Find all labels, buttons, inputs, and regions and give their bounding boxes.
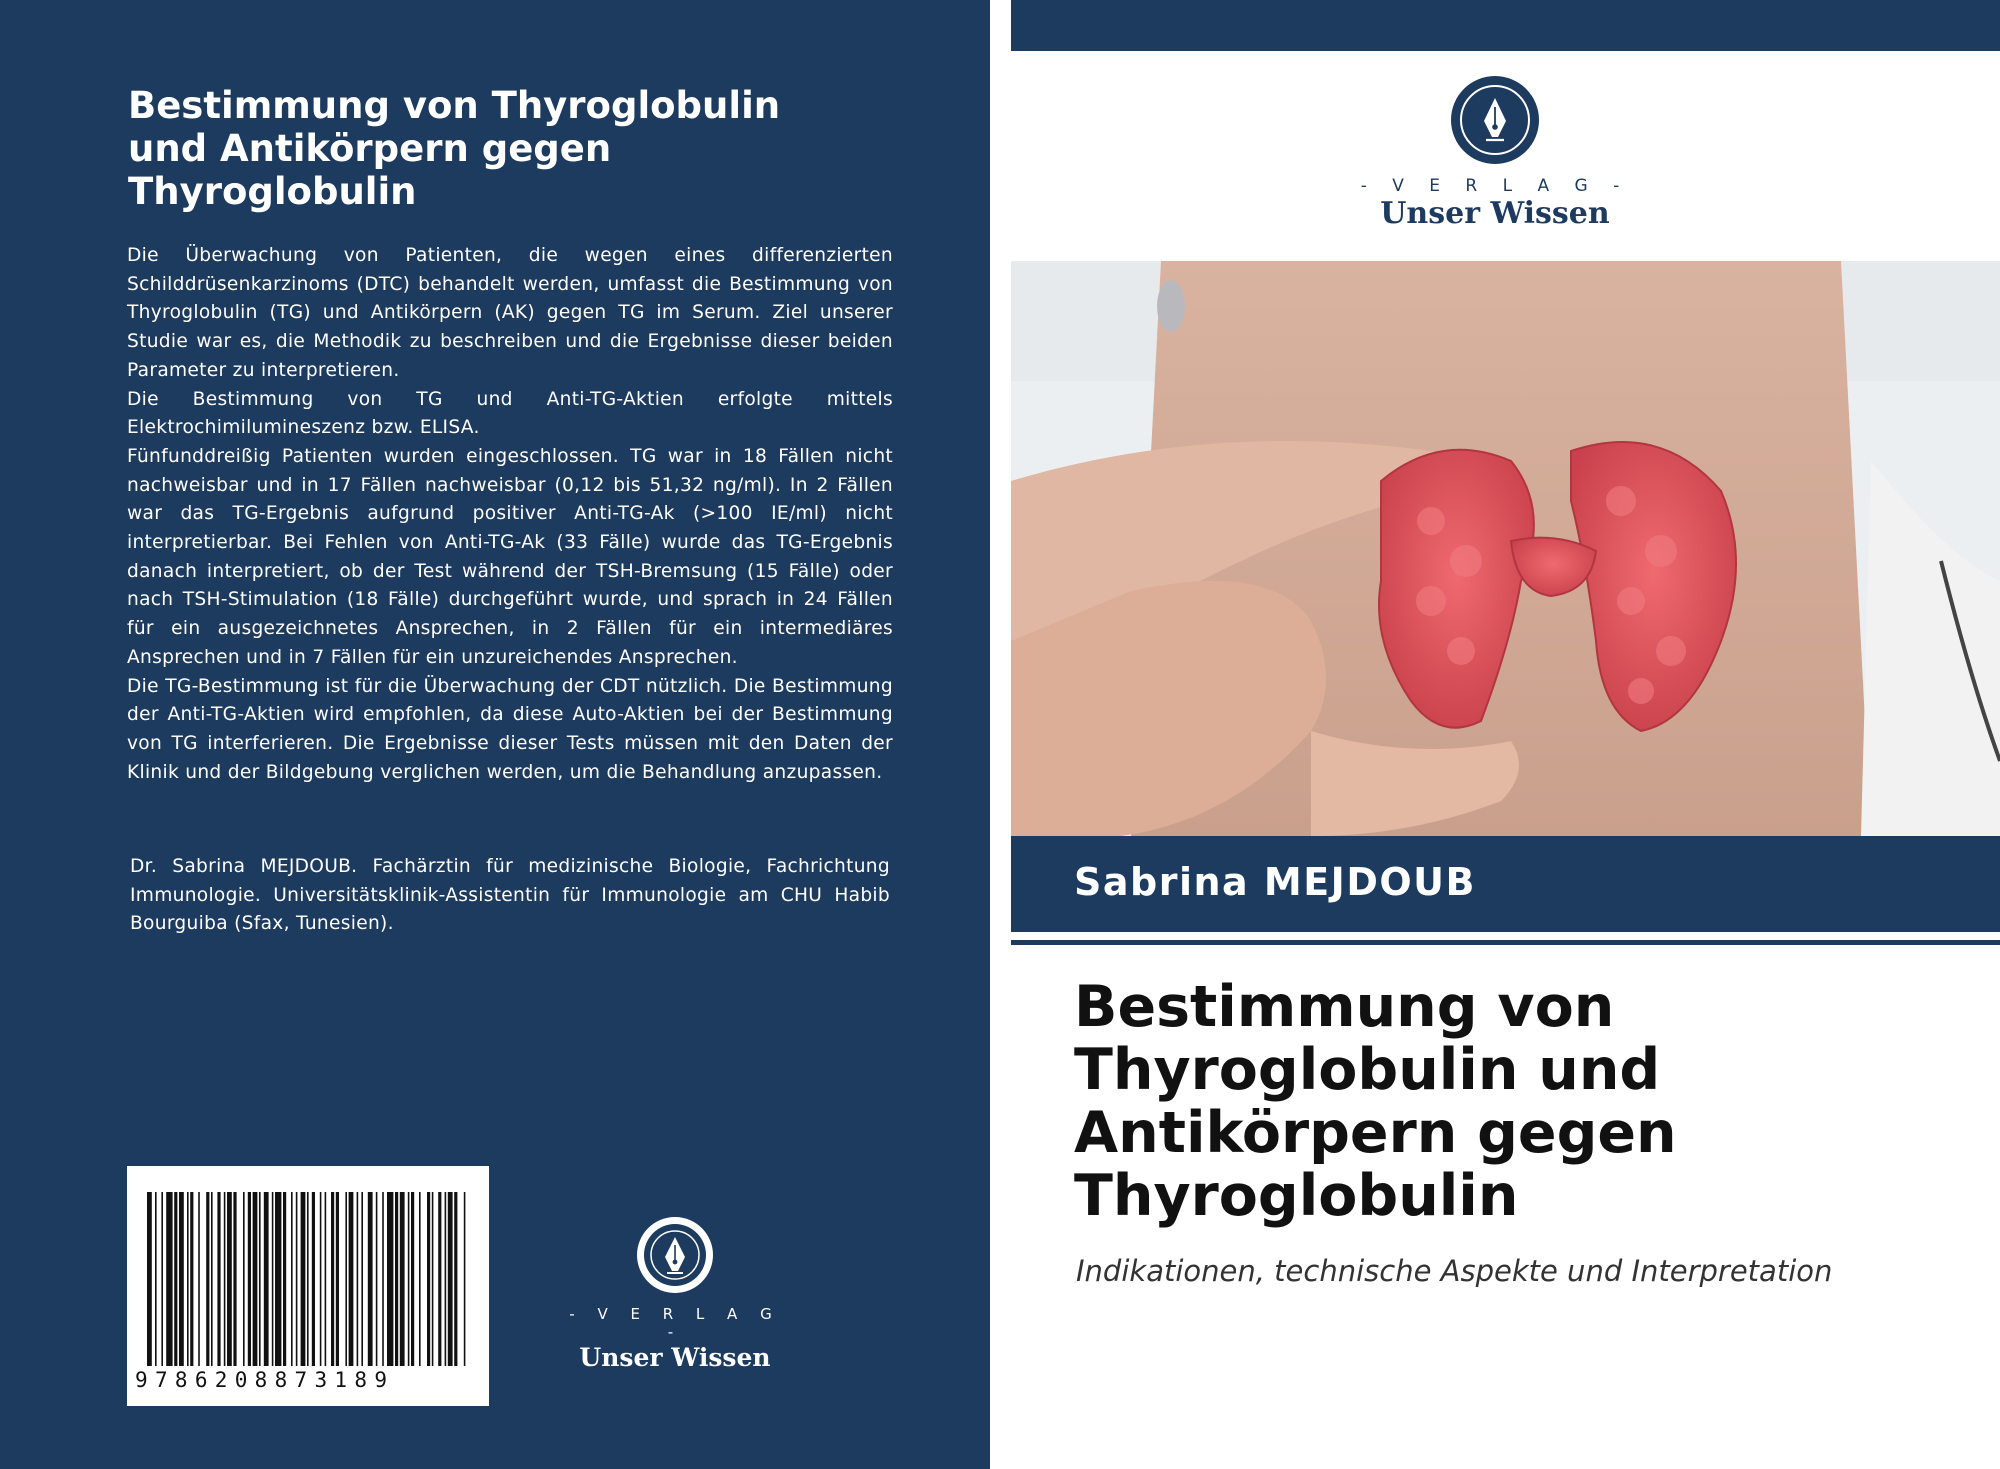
author-name: Sabrina MEJDOUB bbox=[1074, 860, 1476, 904]
barcode-bar bbox=[283, 1192, 286, 1366]
barcode-bar bbox=[395, 1192, 398, 1366]
barcode-bar bbox=[179, 1192, 184, 1366]
publisher-verlag-label: - V E R L A G - bbox=[1360, 176, 1630, 196]
barcode-bar bbox=[264, 1192, 269, 1366]
barcode-bar bbox=[376, 1192, 378, 1366]
isbn-barcode bbox=[127, 1166, 489, 1406]
barcode-bar bbox=[224, 1192, 226, 1366]
barcode-bar bbox=[419, 1192, 421, 1366]
barcode-bar bbox=[454, 1192, 457, 1366]
barcode-bar bbox=[233, 1192, 236, 1366]
barcode-bar bbox=[206, 1192, 209, 1366]
author-bio: Dr. Sabrina MEJDOUB. Fachärztin für medizinische Biologie, Fachrichtung Immunologie. Universitätsklinik-Assistentin für Immunologie am CHU Habib Bourguiba (Sfax, Tunesien). bbox=[130, 856, 890, 935]
publisher-name: Unser Wissen bbox=[579, 1343, 771, 1372]
publisher-name: Unser Wissen bbox=[1380, 196, 1610, 231]
barcode-bar bbox=[272, 1192, 274, 1366]
barcode-bar bbox=[438, 1192, 441, 1366]
barcode-bar bbox=[411, 1192, 414, 1366]
barcode-bar bbox=[349, 1192, 354, 1366]
barcode-bar bbox=[464, 1192, 466, 1366]
barcode-bar bbox=[187, 1192, 189, 1366]
back-cover bbox=[0, 0, 990, 1469]
barcode-bar bbox=[387, 1192, 393, 1366]
barcode-bar bbox=[345, 1192, 347, 1366]
cover-photo bbox=[1011, 261, 2000, 836]
barcode-bar bbox=[432, 1192, 434, 1366]
barcode-bar bbox=[408, 1192, 410, 1366]
isbn-number: 9786208873189 bbox=[135, 1368, 395, 1392]
barcode-bar bbox=[448, 1192, 453, 1366]
barcode-bar bbox=[382, 1192, 384, 1366]
barcode-bar bbox=[336, 1192, 339, 1366]
barcode-bar bbox=[190, 1192, 193, 1366]
barcode-bar bbox=[361, 1192, 363, 1366]
barcode-bar bbox=[445, 1192, 447, 1366]
barcode-bar bbox=[307, 1192, 309, 1366]
barcode-bar bbox=[275, 1192, 281, 1366]
barcode-bar bbox=[368, 1192, 373, 1366]
abstract-paragraph: Fünfunddreißig Patienten wurden eingeschlossen. TG war in 18 Fällen nicht nachweisbar und in 17 Fällen nachweisbar (0,12 bis 51,32 ng/ml). In 2 Fällen war das TG-Ergebnis aufgrund positiver Anti-TG-Ak (>100 IE/ml) nicht interpretierbar. Bei Fehlen von Anti-TG-Ak (33 Fälle) wurde das TG-Ergebnis danach interpretiert, ob der Test während der TSH-Bremsung (15 Fälle) oder nach TSH-Stimulation (18 Fälle) durchgeführt wurde, und sprach in 24 Fällen für ein ausgezeichnetes Ansprechen, in 2 Fällen für ein intermediäres Ansprechen und in 7 Fällen für ein unzureichendes Ansprechen. bbox=[127, 445, 893, 668]
thyroid-model-photo bbox=[1011, 261, 2000, 836]
barcode-bar bbox=[320, 1192, 322, 1366]
publisher-logo-front bbox=[1345, 74, 1645, 231]
barcode-bar bbox=[227, 1192, 232, 1366]
abstract bbox=[127, 242, 893, 787]
barcode-bar bbox=[291, 1192, 293, 1366]
barcode-bar bbox=[253, 1192, 258, 1366]
barcode-bar bbox=[357, 1192, 359, 1366]
front-top-bar bbox=[1011, 0, 2000, 51]
barcode-bar bbox=[174, 1192, 177, 1366]
barcode-bar bbox=[400, 1192, 405, 1366]
barcode-bar bbox=[259, 1192, 261, 1366]
barcode-bar bbox=[211, 1192, 213, 1366]
author-band bbox=[1011, 836, 2000, 932]
barcode-bar bbox=[296, 1192, 298, 1366]
fountain-pen-nib-icon bbox=[1449, 74, 1541, 166]
barcode-bar bbox=[312, 1192, 315, 1366]
barcode-bar bbox=[243, 1192, 245, 1366]
abstract-paragraph: Die Überwachung von Patienten, die wegen eines differenzierten Schilddrüsenkarzinoms (DTC) behandelt werden, umfasst die Bestimmung von Thyroglobulin (TG) und Antikörpern (AK) gegen TG im Serum. Ziel unserer Studie war es, die Methodik zu beschreiben und die Ergebnisse dieser beiden Parameter zu interpretieren. bbox=[127, 245, 893, 381]
barcode-bar bbox=[155, 1192, 157, 1366]
publisher-verlag-label: - V E R L A G - bbox=[569, 1305, 781, 1341]
barcode-bar bbox=[161, 1192, 163, 1366]
abstract-paragraph: Die TG-Bestimmung ist für die Überwachung der CDT nützlich. Die Bestimmung der Anti-TG-Aktien wird empfohlen, da diese Auto-Aktien bei der Bestimmung von TG interferieren. Die Ergebnisse dieser Tests müssen mit den Daten der Klinik und der Bildgebung verglichen werden, um die Behandlung anzupassen. bbox=[127, 675, 893, 783]
barcode-bar bbox=[301, 1192, 306, 1366]
barcode-bar bbox=[217, 1192, 220, 1366]
barcode-bar bbox=[147, 1192, 152, 1366]
barcode-bars bbox=[147, 1192, 469, 1366]
fountain-pen-nib-icon bbox=[635, 1215, 715, 1295]
divider-rule bbox=[1011, 940, 2000, 945]
front-cover-subtitle: Indikationen, technische Aspekte und Interpretation bbox=[1076, 1254, 1833, 1288]
barcode-bar bbox=[166, 1192, 172, 1366]
barcode-bar bbox=[198, 1192, 200, 1366]
publisher-logo-back bbox=[560, 1215, 790, 1372]
back-cover-title: Bestimmung von Thyroglobulin und Antikörpern gegen Thyroglobulin bbox=[128, 84, 781, 213]
barcode-bar bbox=[325, 1192, 327, 1366]
barcode-bar bbox=[427, 1192, 430, 1366]
front-cover-title: Bestimmung von Thyroglobulin und Antikörpern gegen Thyroglobulin bbox=[1074, 974, 1677, 1229]
abstract-paragraph: Die Bestimmung von TG und Anti-TG-Aktien erfolgte mittels Elektrochimilumineszenz bzw. ELISA. bbox=[127, 388, 893, 439]
barcode-bar bbox=[331, 1192, 334, 1366]
barcode-bar bbox=[248, 1192, 251, 1366]
